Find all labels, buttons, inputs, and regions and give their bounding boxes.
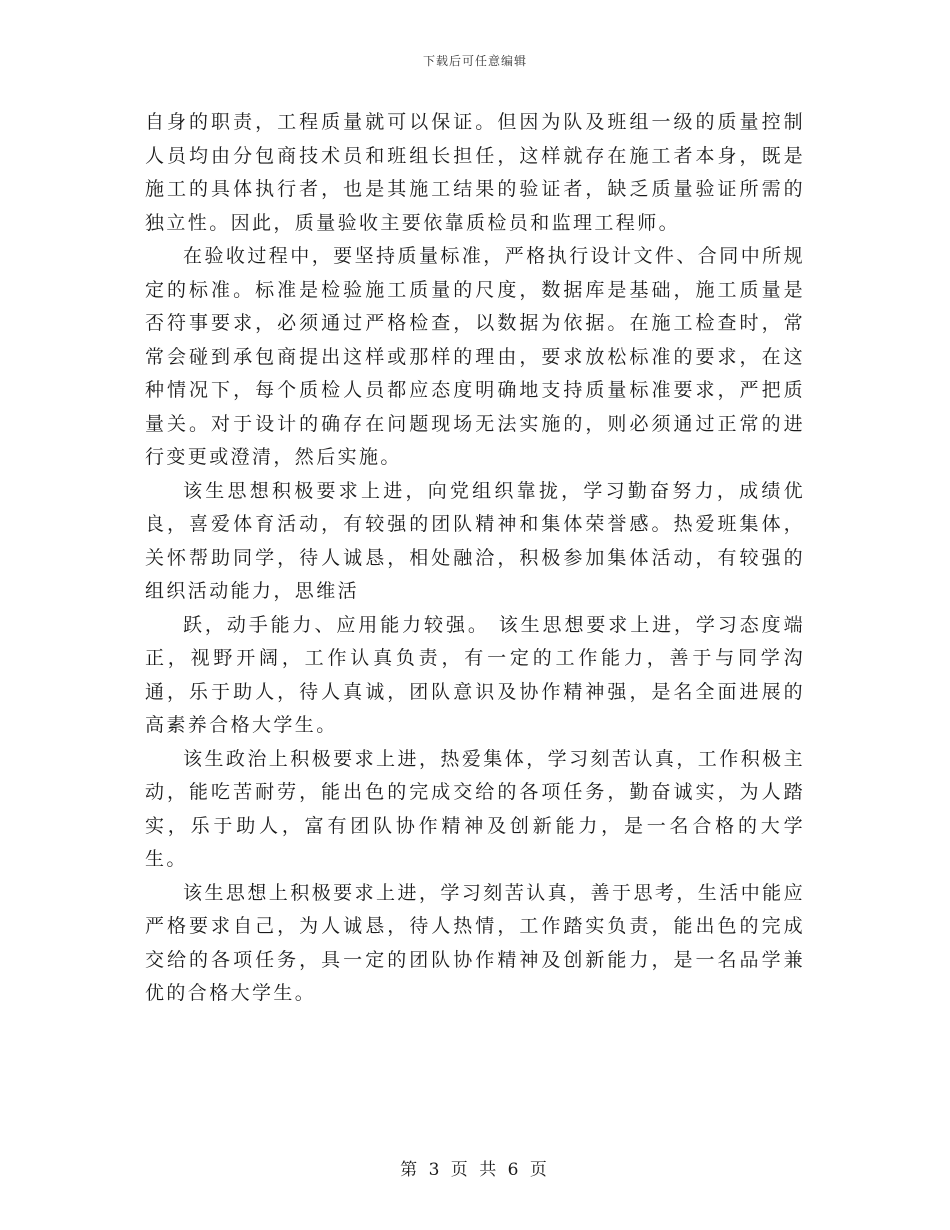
paragraph-5: 该生政治上积极要求上进，热爱集体，学习刻苦认真，工作积极主动，能吃苦耐劳，能出色的完成交给的各项任务，勤奋诚实，为人踏实，乐于助人，富有团队协作精神及创新能力，是一名合格的大学生。 xyxy=(145,747,805,870)
page-header-note: 下载后可任意编辑 xyxy=(422,54,527,68)
document-body xyxy=(145,106,805,1011)
paragraph-3: 该生思想积极要求上进，向党组织靠拢，学习勤奋努力，成绩优良，喜爱体育活动，有较强的团队精神和集体荣誉感。热爱班集体，关怀帮助同学，待人诚恳，相处融洽，积极参加集体活动，有较强的组织活动能力，思维活 xyxy=(145,479,805,602)
paragraph-4: 跃，动手能力、应用能力较强。 该生思想要求上进，学习态度端正，视野开阔，工作认真负责，有一定的工作能力，善于与同学沟通，乐于助人，待人真诚，团队意识及协作精神强，是名全面进展的高素养合格大学生。 xyxy=(145,613,805,736)
paragraph-1: 自身的职责，工程质量就可以保证。但因为队及班组一级的质量控制人员均由分包商技术员和班组长担任，这样就存在施工者本身，既是施工的具体执行者，也是其施工结果的验证者，缺乏质量验证所需的独立性。因此，质量验收主要依靠质检员和监理工程师。 xyxy=(145,111,805,234)
paragraph-2: 在验收过程中，要坚持质量标准，严格执行设计文件、合同中所规定的标准。标准是检验施工质量的尺度，数据库是基础，施工质量是否符事要求，必须通过严格检查，以数据为依据。在施工检查时，常常会碰到承包商提出这样或那样的理由，要求放松标准的要求，在这种情况下，每个质检人员都应态度明确地支持质量标准要求，严把质量关。对于设计的确存在问题现场无法实施的，则必须通过正常的进行变更或澄清，然后实施。 xyxy=(145,245,805,468)
paragraph-6: 该生思想上积极要求上进，学习刻苦认真，善于思考，生活中能应严格要求自己，为人诚恳，待人热情，工作踏实负责，能出色的完成交给的各项任务，具一定的团队协作精神及创新能力，是一名品学兼优的合格大学生。 xyxy=(145,881,805,1004)
page-number-footer: 第 3 页 共 6 页 xyxy=(400,1160,550,1180)
